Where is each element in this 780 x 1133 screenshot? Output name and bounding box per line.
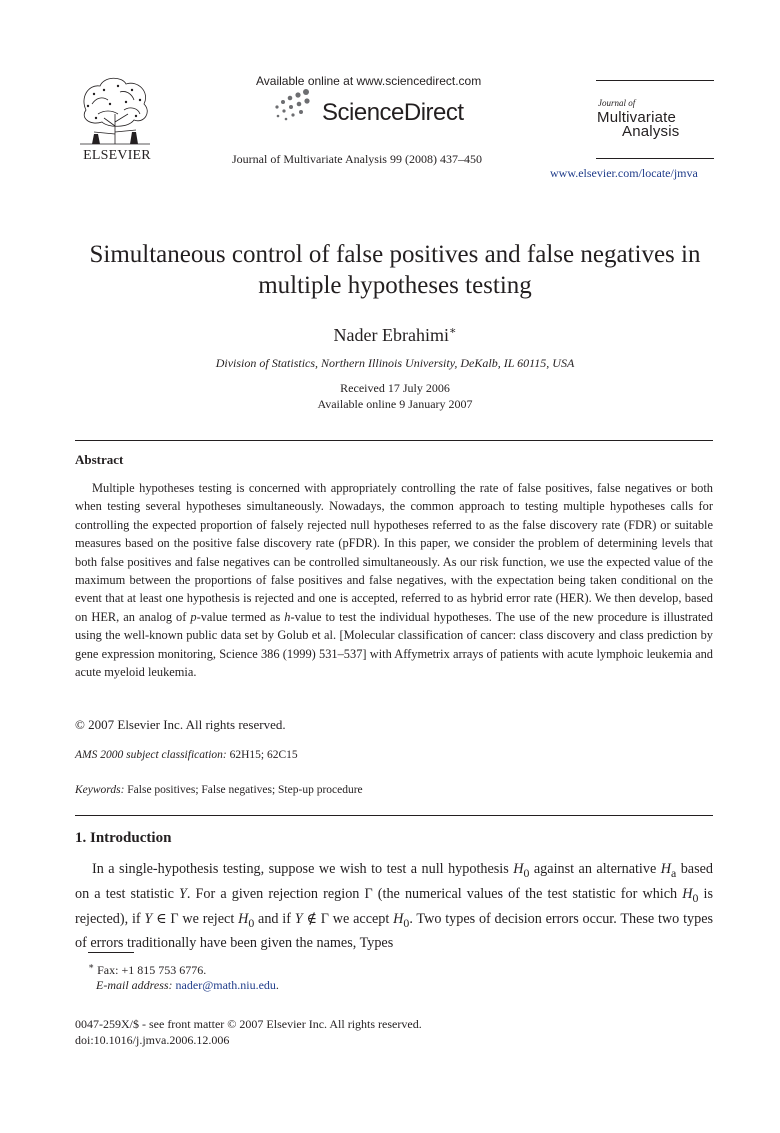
article-title: Simultaneous control of false positives and false negatives in multiple hypotheses testing — [89, 241, 701, 299]
footnote-rule — [88, 952, 134, 953]
author-footnote-mark[interactable]: ∗ — [448, 325, 457, 337]
journal-citation: Journal of Multivariate Analysis 99 (2008) 437–450 — [232, 152, 482, 166]
divider — [75, 440, 713, 441]
divider — [75, 815, 713, 816]
introduction-paragraph: In a single-hypothesis testing, suppose we wish to test a null hypothesis $H_0$ against an alternative $H_a$ based on a test statistic Y. For a given rejection region Γ (the numerical values of the test statistic for which $H_0$ is rejected), if Y ∈ Γ we reject $H_0$ and if Y ∉ Γ we accept $H_0$. Two types of decision errors occur. These two types of errors traditionally have been given the names, Types — [75, 861, 714, 952]
elsevier-tree-logo — [74, 74, 156, 148]
publisher-name: ELSEVIER — [83, 148, 151, 163]
sciencedirect-dots-icon — [272, 88, 312, 124]
ams-classification: AMS 2000 subject classification: 62H15; 62C15 — [75, 749, 298, 761]
sciencedirect-wordmark: ScienceDirect — [322, 99, 464, 126]
issn-line: 0047-259X/$ - see front matter © 2007 Elsevier Inc. All rights reserved. — [75, 1017, 422, 1031]
abstract-heading: Abstract — [75, 452, 124, 467]
section-heading-introduction: 1. Introduction — [75, 830, 172, 846]
jmva-logo-title-line1: Multivariate — [597, 109, 677, 126]
footnote-email: E-mail address: nader@math.niu.edu. — [96, 978, 279, 992]
doi-line[interactable]: doi:10.1016/j.jmva.2006.12.006 — [75, 1033, 230, 1047]
jmva-logo-title-line2: Analysis — [622, 123, 680, 140]
jmva-logo-bottom-rule — [596, 158, 714, 159]
abstract-copyright: © 2007 Elsevier Inc. All rights reserved. — [75, 717, 286, 732]
author-name: Nader Ebrahimi — [333, 325, 449, 345]
received-date: Received 17 July 2006 — [340, 381, 450, 395]
jmva-logo-top-rule — [596, 80, 714, 81]
sciencedirect-availability[interactable]: Available online at www.sciencedirect.com — [256, 74, 482, 88]
online-date: Available online 9 January 2007 — [317, 397, 473, 411]
author-line — [80, 324, 710, 346]
jmva-logo-journal-of: Journal of — [598, 98, 636, 108]
abstract-text: Multiple hypotheses testing is concerned with appropriately controlling the rate of false positives, false negatives or both when testing several hypotheses simultaneously. Nowadays, the common approach to testing multiple hypotheses calls for controlling the expected proportion of falsely rejected null hypotheses referred to as the false discovery rate (FDR) or suitable measures based on the positive false discovery rate (pFDR). In this paper, we consider the problem of determining levels that both false positives and false negatives can be controlled simultaneously. As our risk function, we use the expected value of the maximum between the proportions of false positives and false negatives, with the expectation being taken conditional on the event that at least one hypothesis is rejected and one is accepted, referred to as hybrid error rate (HER). We then develop, based on HER, an analog of p-value termed as h-value to test the individual hypotheses. The use of the new procedure is illustrated using the well-known public data set by Golub et al. [Molecular classification of cancer: class discovery and class prediction by gene expression monitoring, Science 386 (1999) 531–537] with Affymetrix arrays of patients with acute lymphoic leukemia and acute myeloid leukemia. — [75, 481, 713, 680]
journal-homepage-link[interactable]: www.elsevier.com/locate/jmva — [550, 166, 698, 180]
author-email-link[interactable]: nader@math.niu.edu — [175, 978, 276, 992]
footnote-fax: ∗ Fax: +1 815 753 6776. — [88, 961, 207, 977]
author-affiliation: Division of Statistics, Northern Illinois University, DeKalb, IL 60115, USA — [215, 356, 575, 370]
keywords: Keywords: False positives; False negatives; Step-up procedure — [75, 784, 363, 796]
